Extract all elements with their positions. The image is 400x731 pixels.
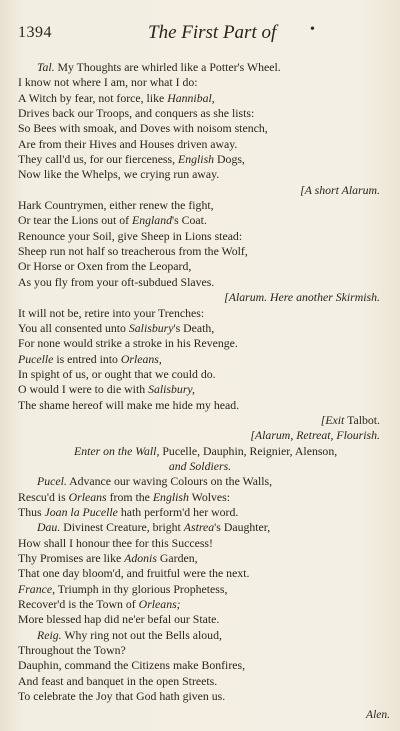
text-line	[18, 566, 382, 581]
text-line	[18, 398, 382, 413]
text-run: Renounce your Soil, give Sheep in Lions stead:	[18, 228, 243, 243]
text-run: 's Death,	[173, 320, 215, 335]
text-line	[18, 198, 382, 213]
text-line	[18, 167, 382, 182]
italic-run: Dau.	[37, 520, 61, 535]
text-run: Triumph in thy glorious Prophetess,	[55, 581, 228, 596]
text-line	[18, 229, 382, 244]
italic-run: [Alarum. Here another Skirmish.	[224, 290, 380, 305]
text-line	[18, 612, 382, 627]
running-title: The First Part of	[148, 22, 277, 43]
italic-run: Hannibal,	[167, 90, 215, 105]
text-line	[18, 60, 382, 75]
page-header	[18, 22, 380, 50]
text-run: That one day bloom'd, and fruitful were the next.	[18, 566, 250, 581]
italic-run: English	[152, 489, 189, 504]
header-ornament: •	[310, 22, 315, 37]
text-run: You all consented unto	[18, 320, 129, 335]
text-line	[18, 582, 382, 597]
text-run: The shame hereof will make me hide my head.	[18, 397, 240, 412]
italic-run: Orleans	[68, 489, 107, 504]
text-line	[18, 505, 382, 520]
italic-run: Salisbury	[128, 320, 174, 335]
text-run: Why ring not out the Bells aloud,	[61, 627, 222, 642]
text-run: Recover'd is the Town of	[18, 597, 139, 612]
text-line	[18, 490, 382, 505]
text-run: is entred into	[53, 351, 121, 366]
text-run: Thy Promises are like	[18, 551, 125, 565]
italic-run: England	[132, 213, 172, 228]
text-run: To celebrate the Joy that God hath given us.	[18, 689, 226, 704]
text-line	[18, 597, 382, 612]
italic-run: France,	[18, 581, 56, 596]
text-line	[18, 106, 382, 121]
text-run: Talbot.	[344, 412, 380, 427]
text-run: Garden,	[156, 551, 198, 565]
text-line	[18, 674, 382, 689]
italic-run: English	[178, 152, 215, 167]
text-run: hath perform'd her word.	[117, 504, 239, 519]
text-line	[18, 244, 382, 259]
italic-run: Orleans,	[120, 351, 162, 366]
text-line	[18, 536, 382, 551]
text-line	[18, 275, 382, 290]
text-line	[18, 321, 382, 336]
text-line	[18, 520, 382, 535]
text-line	[18, 658, 382, 673]
text-line	[18, 413, 382, 428]
text-run: Divinest Creature, bright	[60, 520, 184, 535]
text-run: Are from their Hives and Houses driven away.	[18, 136, 238, 151]
play-text	[18, 60, 382, 704]
text-line	[18, 643, 382, 658]
text-line	[18, 213, 382, 228]
italic-run: Tal.	[37, 60, 55, 74]
text-run: Dogs,	[214, 152, 245, 167]
text-line	[18, 290, 382, 305]
text-line	[18, 551, 382, 566]
page-number: 1394	[18, 24, 52, 41]
text-run: Hark Countrymen, either renew the fight,	[18, 198, 214, 213]
text-line	[18, 152, 382, 167]
text-run: Sheep run not half so treacherous from the Wolf,	[18, 244, 248, 259]
text-run: For none would strike a stroke in his Revenge.	[18, 336, 238, 351]
italic-run: Reig.	[37, 627, 62, 642]
italic-run: [A short Alarum.	[300, 182, 380, 197]
italic-run: [Alarum, Retreat, Flourish.	[250, 428, 380, 443]
text-run: Rescu'd is	[18, 489, 69, 504]
text-run: Pucelle, Dauphin, Reignier, Alenson,	[159, 443, 338, 458]
italic-run: Joan la Pucelle	[44, 504, 118, 519]
italic-run: Orleans;	[138, 597, 181, 612]
text-line	[18, 367, 382, 382]
italic-run: Pucelle	[18, 351, 54, 366]
text-run: Or tear the Lions out of	[18, 213, 133, 228]
text-run: Advance our waving Colours on the Walls,	[66, 474, 273, 489]
italic-run: Adonis	[124, 551, 157, 565]
text-run: How shall I honour thee for this Success!	[18, 535, 213, 550]
text-line	[18, 628, 382, 643]
text-line	[18, 382, 382, 397]
text-line	[18, 259, 382, 274]
italic-run: Enter on the Wall,	[74, 443, 160, 458]
italic-run: Salisbury,	[148, 382, 195, 397]
text-run: Drives back our Troops, and conquers as she lists:	[18, 106, 255, 121]
text-run: Throughout the Town?	[18, 643, 126, 658]
text-run: Wolves:	[188, 489, 231, 504]
text-run: So Bees with smoak, and Doves with noisom stench,	[18, 121, 268, 136]
text-run: They call'd us, for our fierceness,	[18, 152, 179, 167]
text-line	[18, 428, 382, 443]
italic-run: Pucel.	[37, 474, 67, 489]
text-line	[18, 336, 382, 351]
text-run: Thus	[18, 504, 45, 519]
text-run: As you fly from your oft-subdued Slaves.	[18, 274, 215, 289]
text-line	[18, 91, 382, 106]
italic-run: Astrea	[183, 520, 215, 535]
text-run: And feast and banquet in the open Streets.	[18, 673, 218, 688]
text-run: O would I were to die with	[18, 382, 149, 397]
text-run: It will not be, retire into your Trenches:	[18, 305, 205, 320]
text-run: Now like the Whelps, we crying run away.	[18, 167, 220, 182]
text-line	[18, 474, 382, 489]
text-line	[18, 75, 382, 90]
italic-run: [Exit	[320, 412, 345, 427]
text-run: Dauphin, command the Citizens make Bonfires,	[18, 658, 246, 673]
text-line	[18, 459, 382, 474]
text-run: A Witch by fear, not force, like	[18, 90, 168, 105]
text-run: 's Daughter,	[214, 520, 271, 535]
text-run: from the	[106, 489, 153, 504]
text-run: 's Coat.	[172, 213, 207, 228]
text-run: I know not where I am, nor what I do:	[18, 75, 198, 90]
text-line	[18, 183, 382, 198]
text-line	[18, 306, 382, 321]
text-run: In spight of us, or ought that we could do.	[18, 366, 216, 381]
text-line	[18, 137, 382, 152]
italic-run: and Soldiers.	[168, 458, 232, 473]
text-run: Or Horse or Oxen from the Leopard,	[18, 259, 192, 274]
text-line	[18, 121, 382, 136]
text-line	[18, 352, 382, 367]
text-run: My Thoughts are whirled like a Potter's Wheel.	[54, 60, 281, 74]
text-run: More blessed hap did ne'er befal our State.	[18, 612, 220, 627]
catchword: Alen.	[366, 709, 390, 721]
text-line	[18, 689, 382, 704]
text-line	[18, 444, 382, 459]
